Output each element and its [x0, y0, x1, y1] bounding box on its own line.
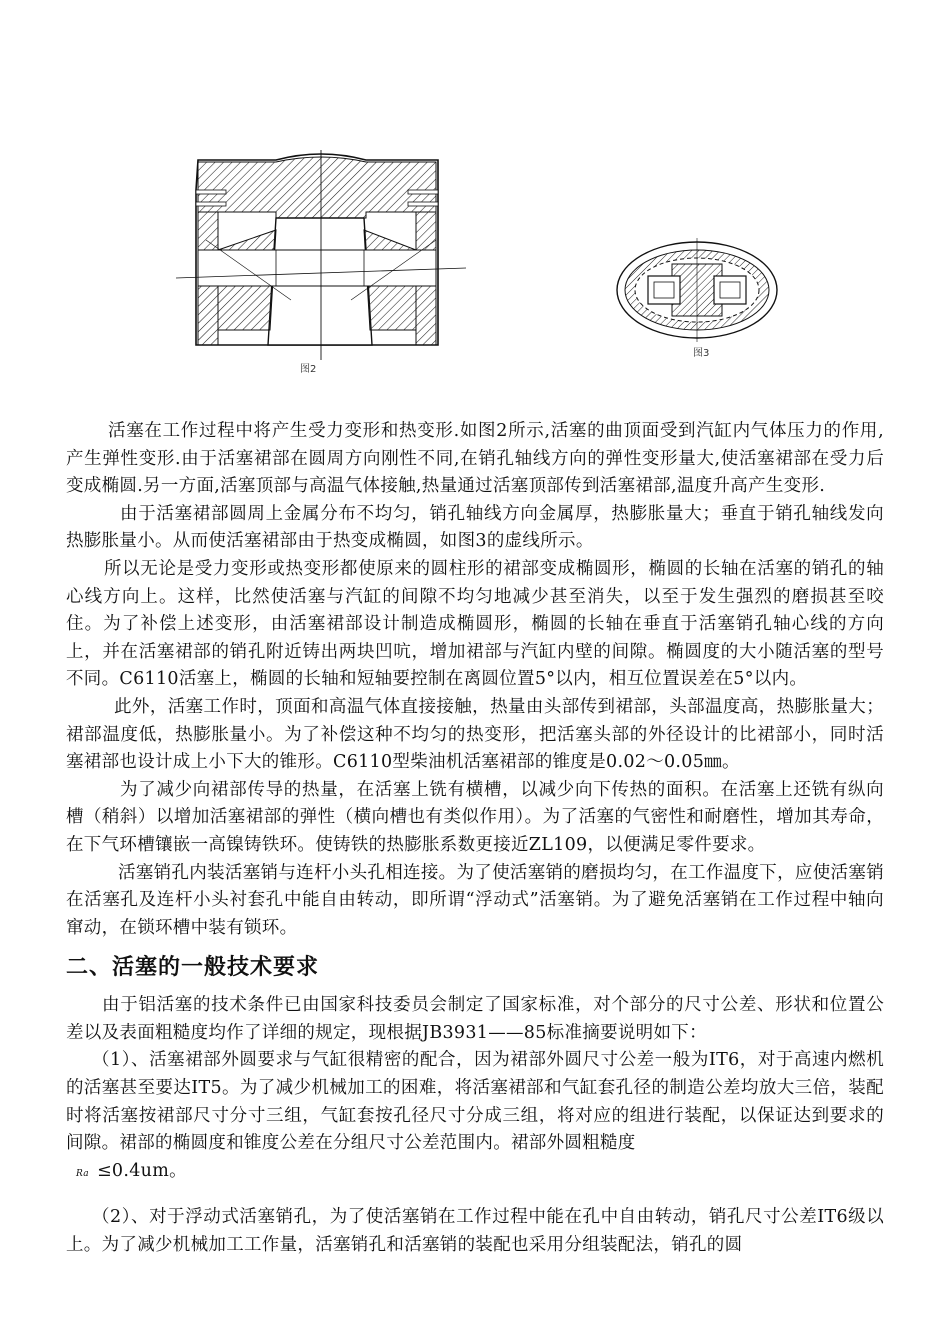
document-body: [66, 418, 884, 1260]
paragraph-1: 活塞在工作过程中将产生受力变形和热变形.如图2所示,活塞的曲顶面受到汽缸内气体压力的作用,产生弹性变形.由于活塞裙部在圆周方向刚性不同,在销孔轴线方向的弹性变形量大,使活塞裙部在受力后变成椭圆.另一方面,活塞顶部与高温气体接触,热量通过活塞顶部传到活塞裙部,温度升高产生变形.: [66, 421, 884, 497]
spacer: [66, 1188, 884, 1204]
figure-2-caption: 图2: [300, 364, 317, 375]
paragraph-2: 由于活塞裙部圆周上金属分布不均匀，销孔轴线方向金属厚，热膨胀量大；垂直于销孔轴线发向热膨胀量小。从而使活塞裙部由于热变成椭圆，如图3的虚线所示。: [66, 503, 884, 552]
figure-2-piston-section: [176, 150, 466, 360]
figure-3-caption: 图3: [693, 348, 710, 359]
paragraph-5: 为了减少向裙部传导的热量，在活塞上铣有横槽，以减少向下传热的面积。在活塞上还铣有纵向槽（稍斜）以增加活塞裙部的弹性（横向槽也有类似作用）。为了活塞的气密性和耐磨性，增加其寿命，在下气环槽镶嵌一高镍铸铁环。使铸铁的热膨胀系数更接近ZL109，以便满足零件要求。: [66, 779, 884, 855]
paragraph-9: （2）、对于浮动式活塞销孔，为了使活塞销在工作过程中能在孔中自由转动，销孔尺寸公差IT6级以上。为了减少机械加工工作量，活塞销孔和活塞销的装配也采用分组装配法，销孔的圆: [66, 1207, 884, 1256]
figure-3-skirt-ellipse: [612, 238, 782, 342]
section-heading: 二、活塞的一般技术要求: [66, 955, 320, 981]
paragraph-8-end: ≤0.4um。: [96, 1160, 187, 1181]
paragraph-8: [66, 1047, 884, 1188]
paragraph-4: 此外，活塞工作时，顶面和高温气体直接接触，热量由头部传到裙部，头部温度高，热膨胀量大；裙部温度低，热膨胀量小。为了补偿这种不均匀的热变形，把活塞头部的外径设计的比裙部小，同时活塞裙部也设计成上小下大的锥形。C6110型柴油机活塞裙部的锥度是0.02～0.05㎜。: [66, 696, 884, 773]
paragraph-7: 由于铝活塞的技术条件已由国家科技委员会制定了国家标准，对个部分的尺寸公差、形状和位置公差以及表面粗糙度均作了详细的规定，现根据JB3931——85标准摘要说明如下：: [66, 995, 884, 1043]
roughness-symbol: Ra: [76, 1168, 89, 1179]
paragraph-3: 所以无论是受力变形或热变形都使原来的圆柱形的裙部变成椭圆形，椭圆的长轴在活塞的销孔的轴心线方向上。这样，比然使活塞与汽缸的间隙不均匀地减少甚至消失，以至于发生强烈的磨损甚至咬住。为了补偿上述变形，由活塞裙部设计制造成椭圆形，椭圆的长轴在垂直于活塞销孔轴心线的方向上，并在活塞裙部的销孔附近铸出两块凹吭，增加裙部与汽缸内壁的间隙。椭圆度的大小随活塞的型号不同。C6110活塞上，椭圆的长轴和短轴要控制在离圆位置5°以内，相互位置误差在5°以内。: [66, 558, 884, 690]
paragraph-8-text: （1）、活塞裙部外圆要求与气缸很精密的配合，因为裙部外圆尺寸公差一般为IT6，对于高速内燃机的活塞甚至要达IT5。为了减少机械加工的困难，将活塞裙部和气缸套孔径的制造公差均放大三倍，装配时将活塞按裙部尺寸分寸三组，气缸套按孔径尺寸分成三组，将对应的组进行装配，以保证达到要求的间隙。裙部的椭圆度和锥度公差在分组尺寸公差范围内。裙部外圆粗糙度: [66, 1050, 884, 1154]
paragraph-6: 活塞销孔内装活塞销与连杆小头孔相连接。为了使活塞销的磨损均匀，在工作温度下，应使活塞销在活塞孔及连杆小头衬套孔中能自由转动，即所谓“浮动式”活塞销。为了避免活塞销在工作过程中轴向窜动，在锁环槽中装有锁环。: [66, 862, 884, 938]
